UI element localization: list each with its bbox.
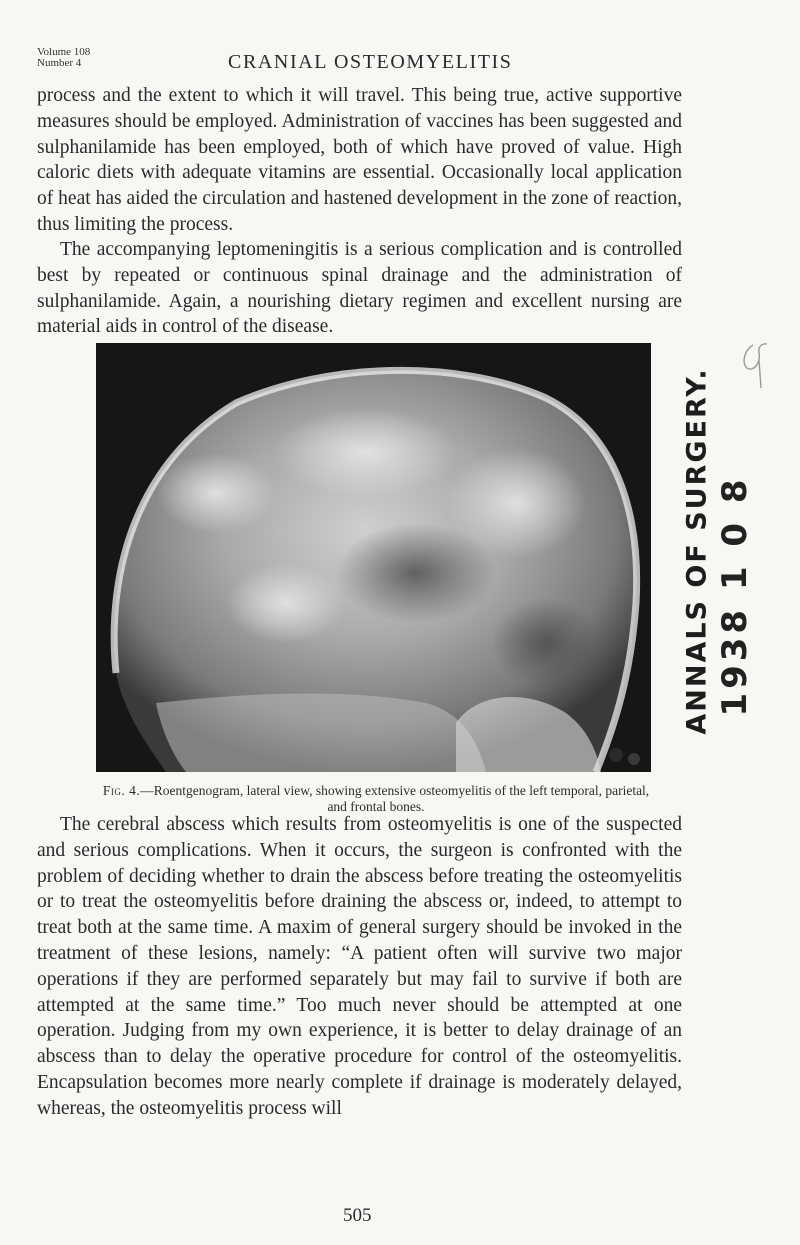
library-stamp-volume <box>713 474 757 717</box>
paragraph-2: The accompanying leptomeningitis is a serious complication and is controlled best by repeated or continuous spinal drainage and the administration of sulphanilamide. Again, a nourishing dietary regimen and excellent nursing are material aids in control of the disease. <box>37 239 682 338</box>
figure-label: Fig. 4. <box>102 783 141 798</box>
page-number: 505 <box>343 1205 372 1226</box>
number-label: Number 4 <box>37 57 82 69</box>
paragraph-3: The cerebral abscess which results from osteomyelitis is one of the suspected and serious complications. When it occurs, the surgeon is confronted with the problem of deciding whether to drain the abscess before treating the osteomyelitis or to treat the osteomyelitis before draining the abscess or, indeed, to attempt to treat both at the same time. A maxim of general surgery should be invoked in the treatment of these lesions, namely: “A patient often will survive two major operations if they are performed separately but may fail to survive if both are attempted at the same time.” Too much never should be attempted at one operation. Judging from my own experience, it is better to delay drainage of an abscess than to delay the operative procedure for control of the osteomyelitis. Encapsulation becomes more nearly complete if drainage is moderately delayed, whereas, the osteomyelitis process will <box>37 814 682 1119</box>
pencil-mark <box>735 340 775 390</box>
running-head: CRANIAL OSTEOMYELITIS <box>228 51 513 73</box>
volume-label: Volume 108 <box>37 46 91 58</box>
volume-number-label <box>37 47 90 69</box>
paragraph-1: process and the extent to which it will travel. This being true, active supportive measures should be employed. Administration of vaccines has been suggested and sulphanilamide has been employed, both of which have proved of value. High caloric diets with adequate vitamins are essential. Occasionally local application of heat has aided the circulation and hastened development in the zone of reaction, thus limiting the process. <box>37 85 682 235</box>
library-stamp-journal <box>681 366 713 735</box>
skull-xray-image <box>96 343 651 772</box>
library-stamp-volume-text: 1938 1 0 8 <box>715 474 755 717</box>
figure-caption-text: —Roentgenogram, lateral view, showing extensive osteomyelitis of the left temporal, parietal, and frontal bones. <box>140 783 650 814</box>
roentgenogram-figure <box>96 343 651 772</box>
figure-caption <box>96 783 656 814</box>
library-stamp-journal-text: ANNALS OF SURGERY. <box>681 366 713 735</box>
